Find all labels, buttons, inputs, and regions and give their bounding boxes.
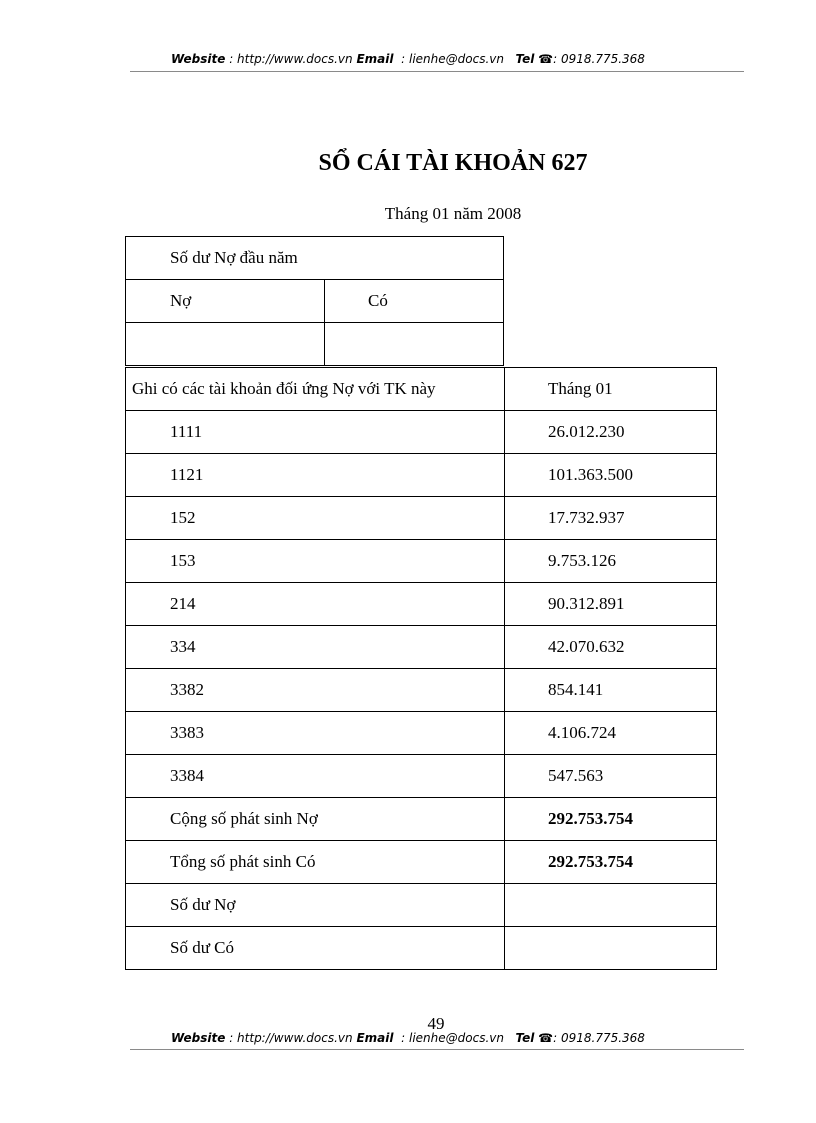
account-amount: 4.106.724 bbox=[505, 712, 717, 755]
website-link[interactable]: http://www.docs.vn bbox=[237, 1031, 353, 1045]
table-row bbox=[126, 626, 717, 669]
document-title: SỔ CÁI TÀI KHOẢN 627 bbox=[318, 150, 588, 176]
account-amount: 101.363.500 bbox=[505, 454, 717, 497]
account-code: 3382 bbox=[126, 669, 505, 712]
tel-label: Tel bbox=[515, 1031, 535, 1045]
account-amount: 26.012.230 bbox=[505, 411, 717, 454]
total-credit-label: Tổng số phát sinh Có bbox=[126, 841, 505, 884]
total-debit-label: Cộng số phát sinh Nợ bbox=[126, 798, 505, 841]
tel-value: : 0918.775.368 bbox=[553, 52, 645, 66]
ledger-header-row bbox=[126, 368, 717, 411]
email-label: Email bbox=[356, 1031, 394, 1045]
balance-debit-label: Số dư Nợ bbox=[126, 884, 505, 927]
table-row bbox=[126, 497, 717, 540]
document-subtitle: Tháng 01 năm 2008 bbox=[384, 204, 522, 223]
account-code: 214 bbox=[126, 583, 505, 626]
table-row bbox=[126, 669, 717, 712]
website-link[interactable]: http://www.docs.vn bbox=[237, 52, 353, 66]
opening-balance-table bbox=[125, 236, 504, 366]
account-code: 153 bbox=[126, 540, 505, 583]
balance-debit-value bbox=[505, 884, 717, 927]
opening-balance-header-row bbox=[126, 280, 504, 323]
credit-value bbox=[325, 323, 504, 366]
accounts-column-header: Ghi có các tài khoản đối ứng Nợ với TK này bbox=[126, 368, 505, 411]
website-label: Website bbox=[171, 1031, 226, 1045]
account-amount: 90.312.891 bbox=[505, 583, 717, 626]
table-row bbox=[126, 454, 717, 497]
opening-balance-label: Số dư Nợ đầu năm bbox=[126, 237, 504, 280]
phone-icon: ☎ bbox=[538, 1031, 554, 1045]
opening-balance-label-row bbox=[126, 237, 504, 280]
page-header: Website : http://www.docs.vn Email : lienhe@docs.vn Tel ☎: 0918.775.368 bbox=[171, 52, 645, 66]
tel-value: : 0918.775.368 bbox=[553, 1031, 645, 1045]
table-row bbox=[126, 712, 717, 755]
ledger-table bbox=[125, 367, 717, 970]
opening-balance-value-row bbox=[126, 323, 504, 366]
balance-credit-row bbox=[126, 927, 717, 970]
page-number: 49 bbox=[427, 1014, 445, 1033]
table-row bbox=[126, 755, 717, 798]
account-amount: 17.732.937 bbox=[505, 497, 717, 540]
header-divider bbox=[130, 71, 744, 72]
tel-label: Tel bbox=[515, 52, 535, 66]
email-label: Email bbox=[356, 52, 394, 66]
table-row bbox=[126, 540, 717, 583]
email-link[interactable]: lienhe@docs.vn bbox=[409, 1031, 504, 1045]
page-footer: Website : http://www.docs.vn Email : lienhe@docs.vn Tel ☎: 0918.775.368 bbox=[171, 1031, 645, 1045]
total-debit-row bbox=[126, 798, 717, 841]
debit-header: Nợ bbox=[126, 280, 325, 323]
table-row bbox=[126, 583, 717, 626]
total-credit-value: 292.753.754 bbox=[505, 841, 717, 884]
account-code: 3384 bbox=[126, 755, 505, 798]
account-code: 1121 bbox=[126, 454, 505, 497]
account-code: 152 bbox=[126, 497, 505, 540]
account-code: 1111 bbox=[126, 411, 505, 454]
email-link[interactable]: lienhe@docs.vn bbox=[409, 52, 504, 66]
account-amount: 854.141 bbox=[505, 669, 717, 712]
account-code: 3383 bbox=[126, 712, 505, 755]
balance-credit-label: Số dư Có bbox=[126, 927, 505, 970]
total-debit-value: 292.753.754 bbox=[505, 798, 717, 841]
balance-debit-row bbox=[126, 884, 717, 927]
account-amount: 9.753.126 bbox=[505, 540, 717, 583]
website-label: Website bbox=[171, 52, 226, 66]
debit-value bbox=[126, 323, 325, 366]
footer-divider bbox=[130, 1049, 744, 1050]
credit-header: Có bbox=[325, 280, 504, 323]
balance-credit-value bbox=[505, 927, 717, 970]
month-column-header: Tháng 01 bbox=[505, 368, 717, 411]
phone-icon: ☎ bbox=[538, 52, 554, 66]
account-amount: 547.563 bbox=[505, 755, 717, 798]
total-credit-row bbox=[126, 841, 717, 884]
table-row bbox=[126, 411, 717, 454]
account-code: 334 bbox=[126, 626, 505, 669]
account-amount: 42.070.632 bbox=[505, 626, 717, 669]
